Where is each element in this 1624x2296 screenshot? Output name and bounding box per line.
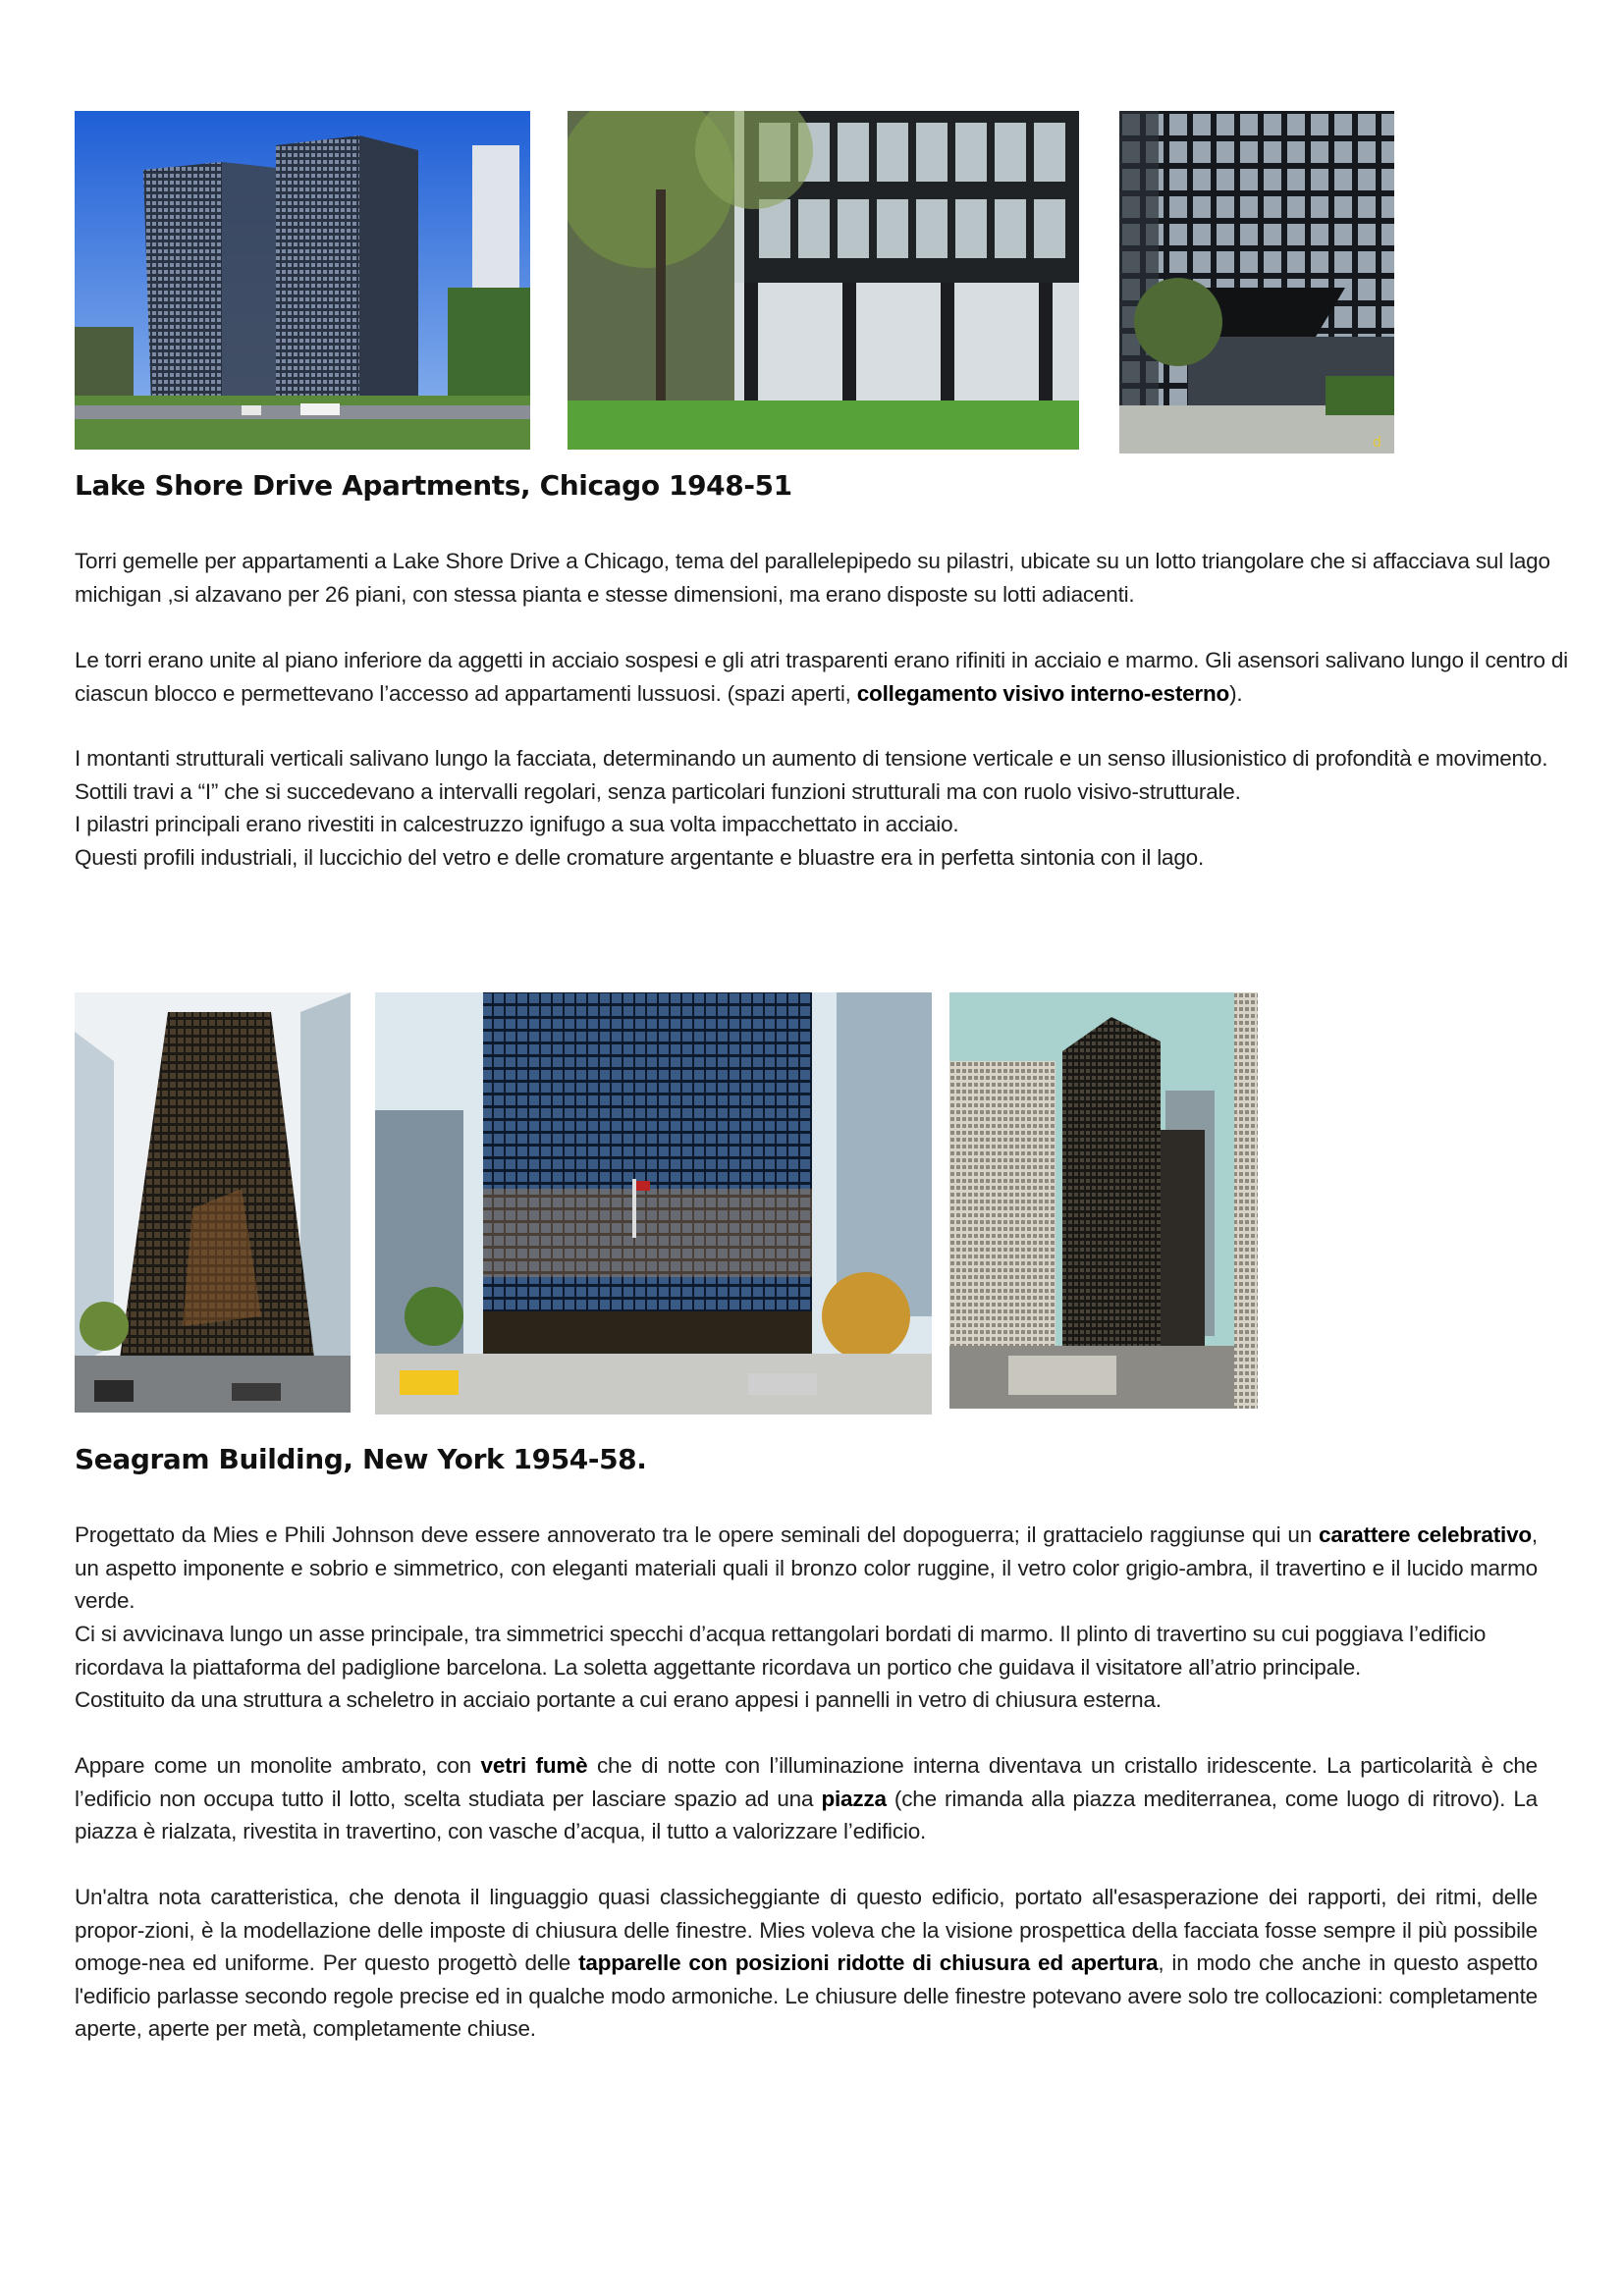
seagram-paragraph-1b	[75, 1618, 1577, 1717]
text-line: I pilastri principali erano rivestiti in calcestruzzo ignifugo a sua volta impacchettato in acciaio.	[75, 812, 959, 836]
text-line: Questi profili industriali, il luccichio del vetro e delle cromature argentante e bluastre era in perfetta sintonia con il lago.	[75, 844, 1205, 870]
photo-icon	[375, 992, 932, 1415]
text-run: , un aspetto imponente e sobrio e simmetrico, con eleganti materiali quali il bronzo color ruggine, il vetro color grigio-ambra, il travertino e il lucido marmo verde.	[75, 1522, 1538, 1613]
text-run: (che rimanda alla piazza mediterranea, come luogo di ritrovo). La piazza è rialzata, rivestita in travertino, con vasche d’acqua, il tutto a valorizzare l’edificio.	[75, 1786, 1538, 1843]
svg-text:d: d	[1373, 435, 1381, 451]
lake-shore-paragraph-2	[75, 644, 1577, 710]
text-run: Progettato da Mies e Phili Johnson deve essere annoverato tra le opere seminali del dopoguerra; il grattacielo raggiunse qui un	[75, 1522, 1320, 1547]
photo-icon	[75, 111, 530, 450]
section-title-lake-shore: Lake Shore Drive Apartments, Chicago 1948-51	[75, 469, 792, 502]
bold-text: piazza	[821, 1786, 887, 1811]
text-run: ciascun blocco e permettevano l’accesso ad appartamenti lussuosi. (spazi aperti,	[75, 680, 857, 706]
photo-icon	[949, 992, 1258, 1409]
section-title-seagram: Seagram Building, New York 1954-58.	[75, 1443, 647, 1475]
text-line: I montanti strutturali verticali salivano lungo la facciata, determinando un aumento di tensione verticale e un senso illusionistico di profondità e movimento.	[75, 746, 1548, 771]
text-run: Appare come un monolite ambrato, con	[75, 1753, 481, 1778]
text-line: Sottili travi a “I” che si succedevano a intervalli regolari, senza particolari funzioni strutturali ma con ruolo visivo-strutturale.	[75, 778, 1241, 804]
text-line: Le torri erano unite al piano inferiore da aggetti in acciaio sospesi e gli atri trasparenti erano rifiniti in acciaio e marmo. Gli asensori salivano lungo il centro di	[75, 648, 1568, 672]
text-line: Costituito da una struttura a scheletro in acciaio portante a cui erano appesi i pannelli in vetro di chiusura esterna.	[75, 1687, 1162, 1712]
text-line: Ci si avvicinava lungo un asse principale, tra simmetrici specchi d’acqua rettangolari bordati di marmo. Il plinto di travertino su cui poggiava l’edificio	[75, 1622, 1487, 1646]
text-run: ).	[1229, 680, 1243, 706]
photo-icon	[75, 992, 351, 1413]
bold-text: collegamento visivo interno-esterno	[856, 680, 1230, 706]
text-run: Un'altra nota caratteristica, che denota il linguaggio quasi classicheggiante di questo edificio, portato all'esasperazione dei rapporti, dei ritmi, delle propor-zioni, è la modellazione delle imposte di chiusura delle finestre. Mies voleva che la visione prospettica della facciata fosse sempre il più possibile omoge-nea ed uniforme. Per questo progettò delle	[75, 1885, 1538, 1975]
photo-icon	[568, 111, 1079, 450]
lake-shore-paragraph-3	[75, 742, 1577, 874]
lake-shore-photo-1	[75, 111, 530, 450]
photo-icon	[1119, 111, 1394, 454]
seagram-photo-1	[75, 992, 351, 1413]
text-line: ricordava la piattaforma del padiglione barcelona. La soletta aggettante ricordava un portico che guidava il visitatore all’atrio principale.	[75, 1654, 1362, 1680]
bold-text: tapparelle con posizioni ridotte di chiusura ed apertura	[578, 1950, 1159, 1975]
text-line	[75, 677, 1577, 711]
text-line: Torri gemelle per appartamenti a Lake Shore Drive a Chicago, tema del parallelepipedo su pilastri, ubicate su un lotto triangolare che si affacciava sul lago	[75, 549, 1550, 573]
seagram-photo-3	[949, 992, 1258, 1409]
seagram-paragraph-3	[75, 1881, 1538, 2046]
text-line: michigan ,si alzavano per 26 piani, con stessa pianta e stesse dimensioni, ma erano disposte su lotti adiacenti.	[75, 581, 1135, 607]
text-run: che di notte con l’illuminazione interna diventava un cristallo iridescente. La particolarità è che l’edificio non occupa tutto il lotto, scelta studiata per lasciare spazio ad una	[75, 1753, 1538, 1811]
bold-text: vetri fumè	[480, 1753, 588, 1778]
seagram-paragraph-2	[75, 1749, 1538, 1848]
seagram-photo-2	[375, 992, 932, 1415]
lake-shore-paragraph-1	[75, 545, 1577, 611]
lake-shore-photo-3	[1119, 111, 1394, 454]
seagram-paragraph-1	[75, 1519, 1538, 1618]
bold-text: carattere celebrativo	[1319, 1522, 1532, 1547]
lake-shore-photo-2	[568, 111, 1079, 450]
text-run: , in modo che anche in questo aspetto l'edificio parlasse secondo regole precise ed in qualche modo armoniche. Le chiusure delle finestre potevano avere solo tre collocazioni: completamente aperte, aperte per metà, completamente chiuse.	[75, 1950, 1539, 2041]
